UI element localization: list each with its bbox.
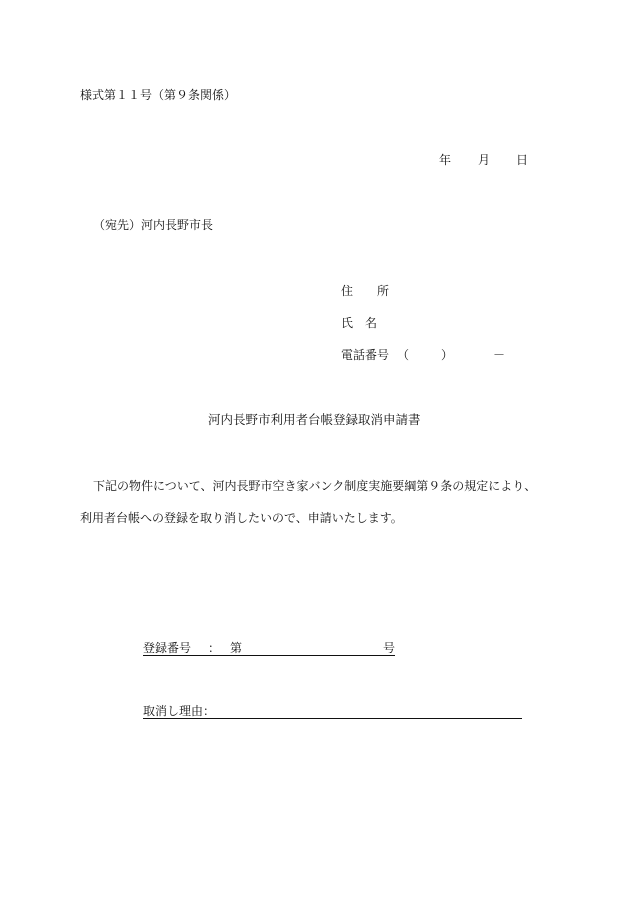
name-label-b: 名 [365, 316, 378, 330]
tel-label: 電話番号 [341, 348, 390, 362]
form-number: 様式第１１号（第９条関係） [80, 88, 237, 102]
registration-suffix: 号 [383, 641, 396, 655]
date-day-label: 日 [516, 153, 529, 167]
registration-prefix: 第 [230, 641, 243, 655]
registration-number-field[interactable] [143, 640, 395, 656]
date-year-label: 年 [439, 153, 452, 167]
address-label [341, 283, 389, 299]
registration-colon: ： [208, 641, 221, 655]
addressee: （宛先）河内長野市長 [93, 218, 214, 232]
cancellation-underline [143, 718, 522, 719]
tel-dash: － [493, 348, 506, 362]
name-label [341, 315, 377, 331]
registration-underline [143, 655, 395, 656]
date-month-label: 月 [478, 153, 491, 167]
name-label-a: 氏 [341, 316, 354, 330]
address-label-a: 住 [341, 284, 354, 298]
cancellation-reason-label: 取消し理由： [143, 704, 216, 718]
registration-number-label: 登録番号 [143, 641, 192, 655]
body-text-line-2: 利用者台帳への登録を取り消したいので、申請いたします。 [80, 511, 403, 525]
tel-open-paren: （ [397, 348, 410, 362]
body-text-line-1: 下記の物件について、河内長野市空き家バンク制度実施要綱第９条の規定により、 [93, 479, 537, 493]
document-title: 河内長野市利用者台帳登録取消申請書 [208, 412, 421, 427]
address-label-b: 所 [377, 284, 390, 298]
cancellation-reason-field[interactable] [143, 703, 522, 719]
tel-close-paren: ） [441, 348, 454, 362]
